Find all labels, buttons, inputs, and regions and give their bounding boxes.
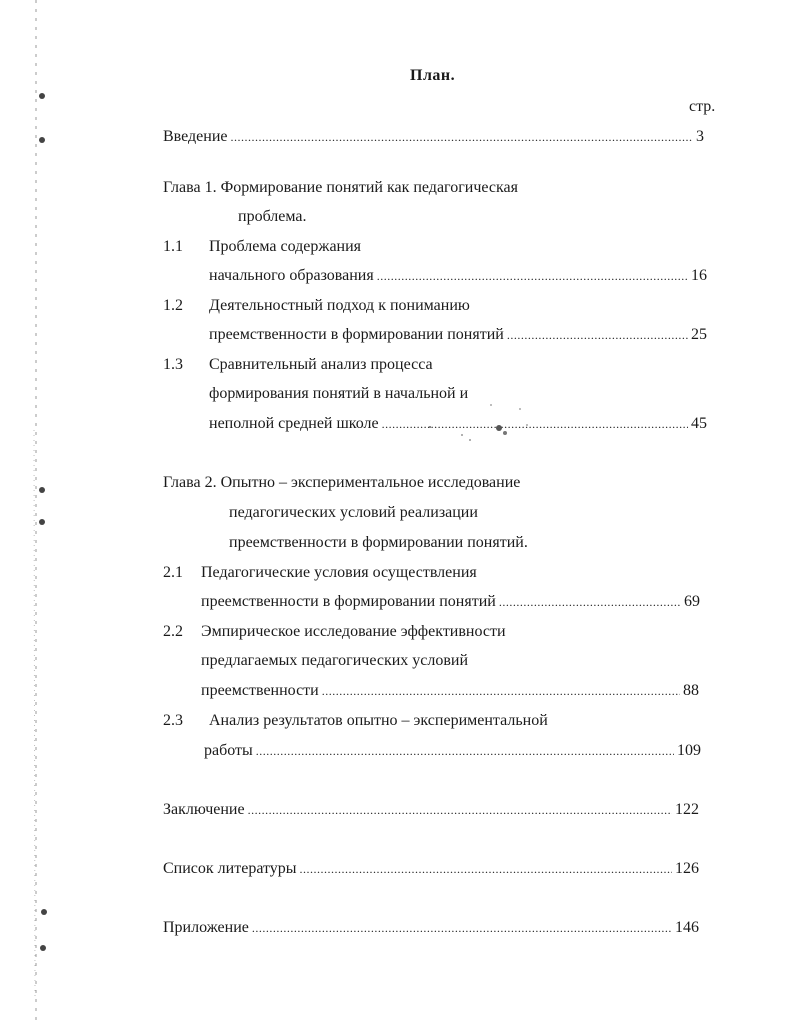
binding-edge-marks (0, 0, 60, 1025)
toc-entry-references[interactable] (163, 859, 699, 879)
toc-page-number: 146 (675, 919, 699, 936)
toc-page-number: 122 (675, 801, 699, 818)
toc-entry-label: Список литературы (163, 860, 297, 877)
dot-leader (248, 800, 672, 820)
toc-title: План. (410, 67, 456, 84)
section-2-2-line1: Эмпирическое исследование эффективности (201, 623, 506, 640)
section-number: 2.2 (163, 623, 183, 640)
toc-entry-conclusion[interactable] (163, 800, 699, 820)
dot-leader (256, 741, 674, 761)
toc-page-number: 88 (683, 682, 699, 699)
toc-page-number: 25 (691, 326, 707, 343)
dot-leader (322, 681, 680, 701)
toc-entry-section-1-2[interactable] (209, 325, 707, 345)
chapter1-heading-line2: проблема. (238, 208, 307, 225)
toc-page-number: 126 (675, 860, 699, 877)
dot-leader (377, 266, 688, 286)
section-1-3-line2: формирования понятий в начальной и (209, 385, 469, 402)
toc-entry-label: Введение (163, 128, 228, 145)
toc-page-number: 109 (677, 742, 701, 759)
toc-entry-label: преемственности в формировании понятий (201, 593, 496, 610)
toc-page-number: 3 (696, 128, 704, 145)
toc-entry-label: начального образования (209, 267, 374, 284)
section-1-3-line1: Сравнительный анализ процесса (209, 356, 433, 373)
chapter2-heading-line2: педагогических условий реализации (229, 504, 478, 521)
dot-leader (300, 859, 672, 879)
section-2-2-line2: предлагаемых педагогических условий (201, 652, 469, 669)
section-number: 2.3 (163, 712, 183, 729)
toc-entry-label: преемственности в формировании понятий (209, 326, 504, 343)
section-number: 1.1 (163, 238, 183, 255)
toc-entry-section-2-1[interactable] (201, 592, 700, 612)
toc-entry-label: преемственности (201, 682, 319, 699)
section-2-3-line1: Анализ результатов опытно – экспериментальной (209, 712, 548, 729)
toc-entry-label: работы (204, 742, 253, 759)
toc-entry-label: Заключение (163, 801, 245, 818)
toc-page-number: 45 (691, 415, 707, 432)
toc-entry-section-2-3[interactable] (204, 741, 701, 761)
chapter2-heading-line1: Глава 2. Опытно – экспериментальное исследование (163, 474, 521, 491)
dot-leader (499, 592, 681, 612)
dot-leader (382, 414, 688, 434)
section-1-2-line1: Деятельностный подход к пониманию (209, 297, 470, 314)
section-number: 1.3 (163, 356, 183, 373)
chapter2-heading-line3: преемственности в формировании понятий. (229, 534, 528, 551)
toc-page-number: 69 (684, 593, 700, 610)
toc-entry-label: неполной средней школе (209, 415, 379, 432)
dot-leader (252, 918, 672, 938)
dot-leader (507, 325, 688, 345)
section-1-1-line1: Проблема содержания (209, 238, 362, 255)
toc-entry-section-1-1[interactable] (209, 266, 707, 286)
section-2-1-line1: Педагогические условия осуществления (201, 564, 477, 581)
toc-entry-section-1-3[interactable] (209, 414, 707, 434)
page-column-label: стр. (689, 98, 716, 115)
section-number: 1.2 (163, 297, 183, 314)
section-number: 2.1 (163, 564, 183, 581)
chapter1-heading-line1: Глава 1. Формирование понятий как педагогическая (163, 179, 518, 196)
toc-entry-intro[interactable] (163, 127, 704, 147)
toc-entry-appendix[interactable] (163, 918, 699, 938)
toc-page-number: 16 (691, 267, 707, 284)
toc-entry-section-2-2[interactable] (201, 681, 699, 701)
dot-leader (231, 127, 694, 147)
toc-entry-label: Приложение (163, 919, 249, 936)
